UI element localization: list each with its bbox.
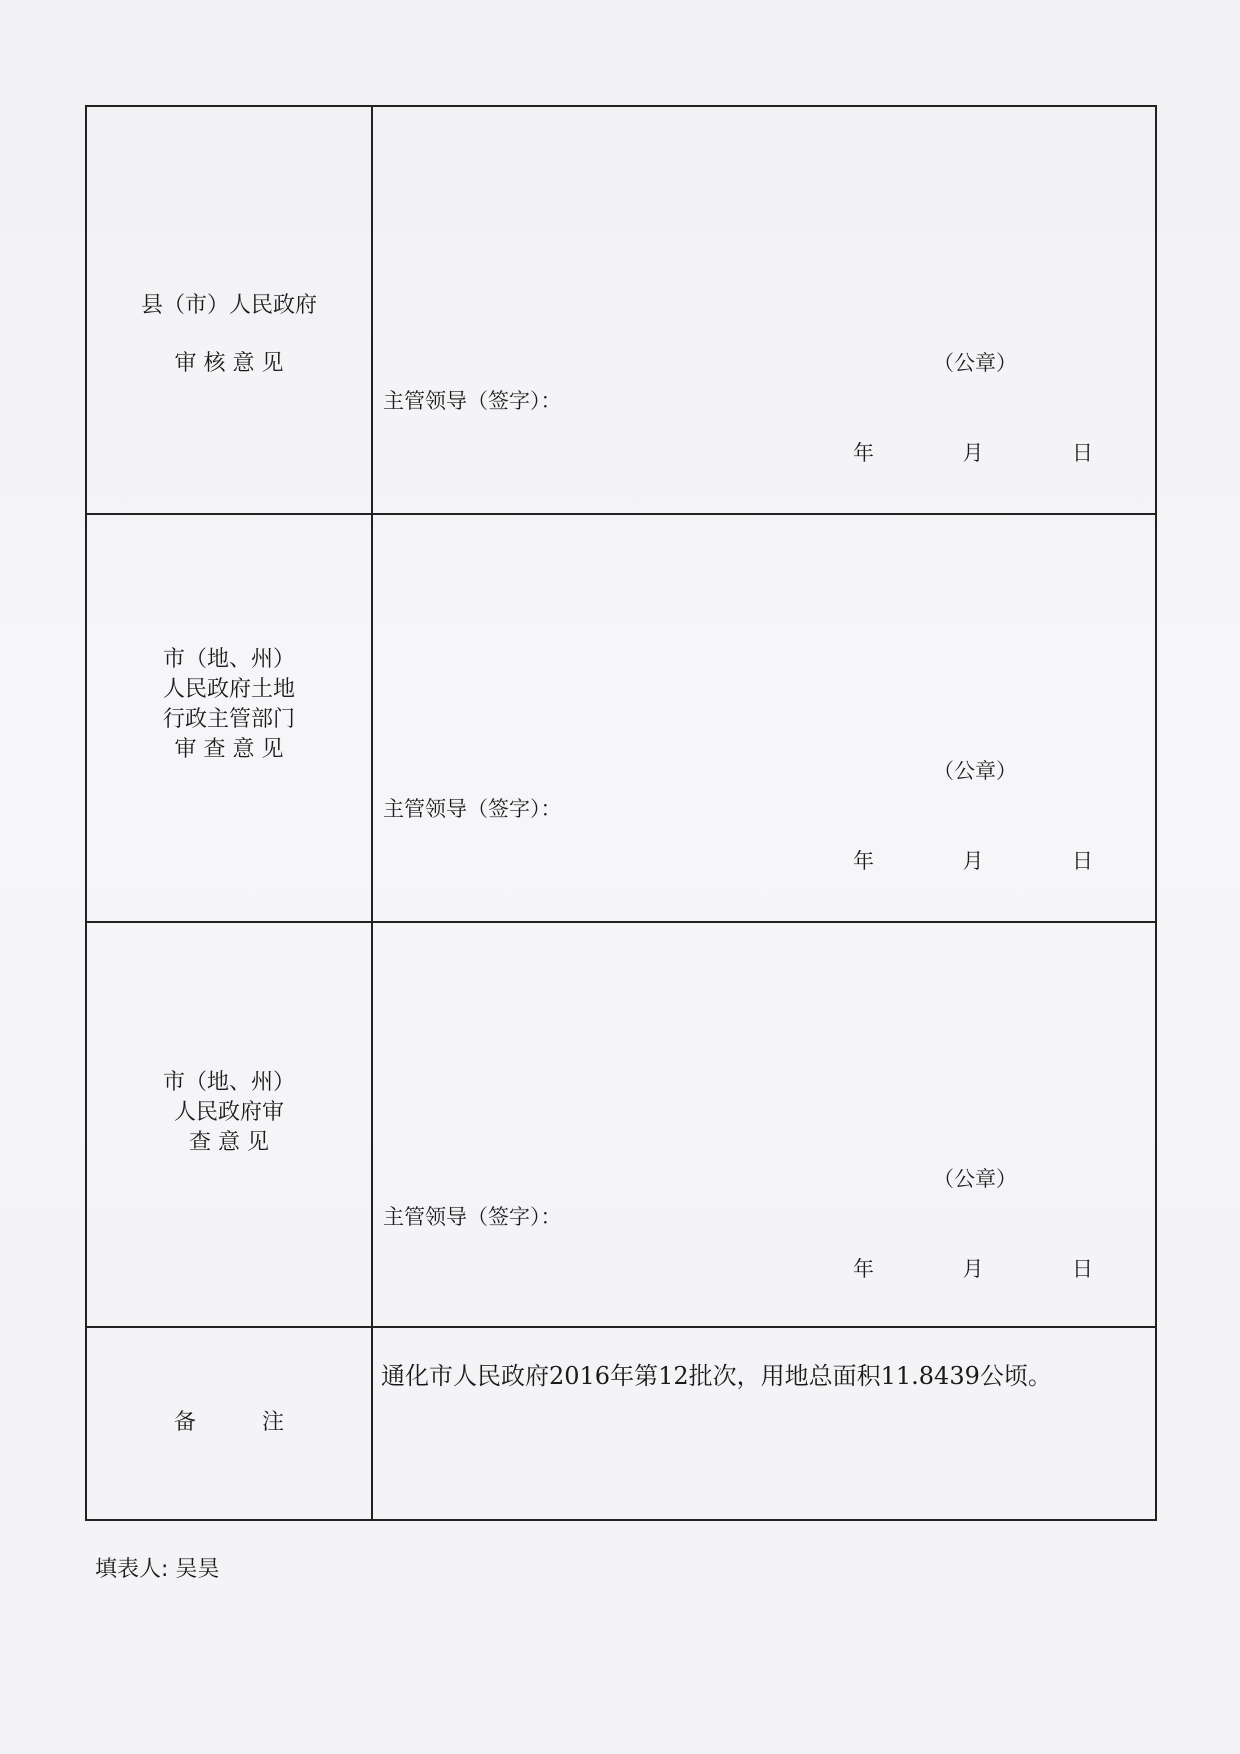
city-land-review-row	[86, 514, 1156, 922]
form-filler	[95, 1552, 219, 1583]
county-review-opinion-cell[interactable]	[372, 106, 1156, 514]
leader-signature-label: 主管领导（签字）：	[383, 797, 562, 821]
filler-name: 吴昊	[175, 1557, 220, 1582]
label-line: 审 核 意 见	[174, 351, 284, 376]
filler-label: 填表人:	[95, 1557, 169, 1582]
date-month: 月	[962, 1257, 984, 1281]
official-seal-label: （公章）	[933, 759, 1017, 783]
date-year: 年	[853, 849, 874, 873]
city-land-review-label	[87, 645, 371, 765]
label-line: 备 注	[173, 1410, 284, 1435]
date-day: 日	[1072, 849, 1093, 873]
remarks-label	[87, 1408, 371, 1438]
city-gov-review-row	[86, 922, 1156, 1327]
city-gov-review-label-cell	[86, 922, 372, 1327]
date-month: 月	[962, 849, 984, 873]
leader-signature-label: 主管领导（签字）：	[383, 1205, 562, 1229]
label-line: 查 意 见	[189, 1130, 269, 1155]
city-land-review-label-cell	[86, 514, 372, 922]
city-gov-review-label	[87, 1068, 371, 1158]
date-day: 日	[1072, 441, 1093, 465]
remarks-label-cell	[86, 1327, 372, 1520]
remarks-text: 通化市人民政府2016年第12批次，用地总面积11.8439公顷。	[381, 1362, 1052, 1390]
remarks-row	[86, 1327, 1156, 1520]
date-line	[853, 437, 1093, 467]
approval-form-table	[85, 105, 1157, 1521]
county-review-label-cell	[86, 106, 372, 514]
label-line: 县（市）人民政府	[140, 293, 317, 318]
date-line	[853, 845, 1093, 875]
city-land-review-opinion-cell[interactable]	[372, 514, 1156, 922]
county-review-row	[86, 106, 1156, 514]
leader-signature-label: 主管领导（签字）：	[383, 389, 562, 413]
date-day: 日	[1072, 1257, 1093, 1281]
city-gov-review-opinion-cell[interactable]	[372, 922, 1156, 1327]
label-line: 市（地、州）	[162, 1070, 295, 1095]
official-seal-label: （公章）	[933, 351, 1017, 375]
label-line: 市（地、州）	[162, 647, 295, 672]
label-line: 审 查 意 见	[174, 737, 284, 762]
label-line: 人民政府审	[173, 1100, 284, 1125]
label-line: 行政主管部门	[162, 707, 295, 732]
date-year: 年	[853, 441, 874, 465]
official-seal-label: （公章）	[933, 1167, 1017, 1191]
county-review-label	[87, 277, 371, 393]
date-year: 年	[853, 1257, 874, 1281]
label-line: 人民政府土地	[162, 677, 295, 702]
date-line	[853, 1253, 1093, 1283]
date-month: 月	[962, 441, 984, 465]
remarks-content-cell[interactable]	[372, 1327, 1156, 1520]
